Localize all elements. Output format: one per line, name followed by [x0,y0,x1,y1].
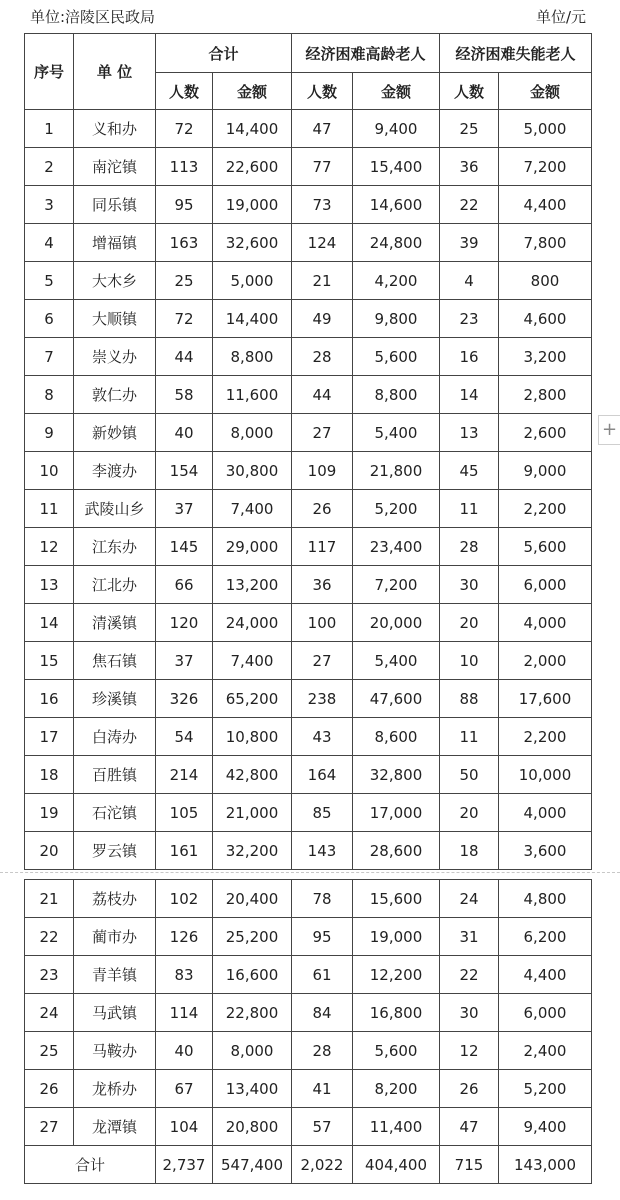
row-unit-name: 南沱镇 [74,148,156,186]
total-cell: 404,400 [353,1146,440,1184]
unit-label-left: 单位:涪陵区民政局 [30,8,156,26]
row-aged-amount: 24,800 [353,224,440,262]
total-cell: 547,400 [213,1146,292,1184]
row-aged-count: 27 [292,642,353,680]
row-total-amount: 7,400 [213,642,292,680]
row-total-amount: 14,400 [213,110,292,148]
table-row [25,994,592,1032]
total-cell: 715 [440,1146,499,1184]
row-unit-name: 新妙镇 [74,414,156,452]
row-disabled-count: 23 [440,300,499,338]
row-aged-count: 36 [292,566,353,604]
row-total-count: 163 [156,224,213,262]
row-disabled-amount: 2,200 [499,490,592,528]
table-row [25,148,592,186]
row-disabled-amount: 4,000 [499,794,592,832]
subsidy-table-page1 [24,33,592,870]
table-row [25,528,592,566]
table-row [25,1032,592,1070]
row-disabled-amount: 4,400 [499,956,592,994]
row-total-count: 83 [156,956,213,994]
row-total-count: 154 [156,452,213,490]
row-seq: 11 [25,490,74,528]
row-total-count: 95 [156,186,213,224]
table-row [25,300,592,338]
page-break-divider [0,872,620,873]
row-total-count: 72 [156,110,213,148]
row-disabled-amount: 17,600 [499,680,592,718]
row-seq: 13 [25,566,74,604]
row-aged-count: 61 [292,956,353,994]
row-disabled-count: 28 [440,528,499,566]
row-total-count: 161 [156,832,213,870]
row-aged-amount: 19,000 [353,918,440,956]
row-disabled-amount: 9,000 [499,452,592,490]
row-disabled-count: 11 [440,718,499,756]
row-disabled-amount: 2,800 [499,376,592,414]
row-total-count: 145 [156,528,213,566]
row-total-amount: 14,400 [213,300,292,338]
row-aged-count: 41 [292,1070,353,1108]
row-aged-count: 26 [292,490,353,528]
row-aged-count: 143 [292,832,353,870]
row-total-count: 113 [156,148,213,186]
row-disabled-amount: 6,000 [499,994,592,1032]
row-total-amount: 5,000 [213,262,292,300]
row-unit-name: 龙潭镇 [74,1108,156,1146]
row-aged-amount: 15,400 [353,148,440,186]
header-seq: 序号 [25,34,74,110]
row-disabled-count: 13 [440,414,499,452]
row-aged-count: 109 [292,452,353,490]
row-aged-amount: 5,400 [353,642,440,680]
row-aged-count: 47 [292,110,353,148]
row-unit-name: 石沱镇 [74,794,156,832]
row-total-amount: 21,000 [213,794,292,832]
row-seq: 2 [25,148,74,186]
row-unit-name: 江东办 [74,528,156,566]
row-disabled-count: 30 [440,994,499,1032]
row-disabled-amount: 3,200 [499,338,592,376]
row-unit-name: 马鞍办 [74,1032,156,1070]
row-total-count: 120 [156,604,213,642]
row-seq: 14 [25,604,74,642]
add-icon[interactable]: + [598,415,620,445]
row-aged-count: 100 [292,604,353,642]
row-seq: 27 [25,1108,74,1146]
row-aged-count: 43 [292,718,353,756]
row-aged-count: 85 [292,794,353,832]
row-disabled-count: 4 [440,262,499,300]
row-disabled-amount: 800 [499,262,592,300]
row-seq: 21 [25,880,74,918]
row-disabled-count: 47 [440,1108,499,1146]
row-aged-amount: 28,600 [353,832,440,870]
row-disabled-amount: 5,000 [499,110,592,148]
total-cell: 143,000 [499,1146,592,1184]
row-total-count: 67 [156,1070,213,1108]
row-unit-name: 焦石镇 [74,642,156,680]
row-total-amount: 11,600 [213,376,292,414]
row-aged-amount: 5,600 [353,338,440,376]
row-disabled-count: 20 [440,794,499,832]
row-aged-count: 238 [292,680,353,718]
row-unit-name: 李渡办 [74,452,156,490]
row-total-count: 104 [156,1108,213,1146]
row-aged-amount: 20,000 [353,604,440,642]
row-total-amount: 8,000 [213,1032,292,1070]
row-disabled-count: 39 [440,224,499,262]
table-row [25,756,592,794]
row-disabled-amount: 6,200 [499,918,592,956]
row-disabled-amount: 5,600 [499,528,592,566]
row-aged-count: 49 [292,300,353,338]
row-aged-amount: 4,200 [353,262,440,300]
table-row [25,680,592,718]
table-row [25,224,592,262]
row-disabled-count: 50 [440,756,499,794]
row-aged-count: 44 [292,376,353,414]
header-count: 人数 [156,73,213,110]
row-disabled-count: 24 [440,880,499,918]
row-seq: 5 [25,262,74,300]
table-row [25,566,592,604]
row-disabled-amount: 4,000 [499,604,592,642]
table-row [25,1070,592,1108]
row-total-count: 114 [156,994,213,1032]
row-aged-amount: 12,200 [353,956,440,994]
row-unit-name: 义和办 [74,110,156,148]
row-unit-name: 崇义办 [74,338,156,376]
row-aged-amount: 32,800 [353,756,440,794]
total-cell: 2,022 [292,1146,353,1184]
row-total-count: 58 [156,376,213,414]
total-cell: 2,737 [156,1146,213,1184]
row-unit-name: 武陵山乡 [74,490,156,528]
row-total-count: 44 [156,338,213,376]
table-row [25,452,592,490]
row-unit-name: 蔺市办 [74,918,156,956]
row-total-amount: 32,200 [213,832,292,870]
row-aged-amount: 5,200 [353,490,440,528]
row-total-amount: 8,800 [213,338,292,376]
row-total-count: 326 [156,680,213,718]
row-disabled-count: 14 [440,376,499,414]
row-total-amount: 30,800 [213,452,292,490]
row-seq: 18 [25,756,74,794]
row-total-count: 102 [156,880,213,918]
row-unit-name: 珍溪镇 [74,680,156,718]
row-aged-count: 117 [292,528,353,566]
row-aged-amount: 7,200 [353,566,440,604]
row-total-count: 105 [156,794,213,832]
row-seq: 25 [25,1032,74,1070]
row-unit-name: 龙桥办 [74,1070,156,1108]
table-row [25,604,592,642]
row-disabled-amount: 5,200 [499,1070,592,1108]
row-seq: 17 [25,718,74,756]
row-aged-count: 78 [292,880,353,918]
total-row-label: 合计 [25,1146,156,1184]
row-disabled-amount: 2,000 [499,642,592,680]
row-unit-name: 大顺镇 [74,300,156,338]
row-disabled-count: 36 [440,148,499,186]
row-aged-count: 27 [292,414,353,452]
row-aged-amount: 9,800 [353,300,440,338]
row-aged-amount: 8,600 [353,718,440,756]
row-unit-name: 荔枝办 [74,880,156,918]
table-row [25,490,592,528]
row-aged-count: 57 [292,1108,353,1146]
row-total-amount: 42,800 [213,756,292,794]
row-disabled-amount: 2,400 [499,1032,592,1070]
row-aged-count: 164 [292,756,353,794]
row-seq: 24 [25,994,74,1032]
row-disabled-count: 18 [440,832,499,870]
row-seq: 4 [25,224,74,262]
row-aged-amount: 15,600 [353,880,440,918]
table-row [25,338,592,376]
row-aged-amount: 11,400 [353,1108,440,1146]
row-disabled-amount: 4,600 [499,300,592,338]
row-seq: 3 [25,186,74,224]
row-aged-amount: 23,400 [353,528,440,566]
row-disabled-count: 31 [440,918,499,956]
header-amount: 金额 [213,73,292,110]
table-row [25,718,592,756]
table-row [25,880,592,918]
row-disabled-count: 30 [440,566,499,604]
row-disabled-amount: 6,000 [499,566,592,604]
row-seq: 10 [25,452,74,490]
row-disabled-count: 20 [440,604,499,642]
row-disabled-count: 22 [440,186,499,224]
row-aged-amount: 8,800 [353,376,440,414]
row-aged-count: 28 [292,1032,353,1070]
table-body-page2 [25,880,592,1146]
table-row [25,918,592,956]
row-seq: 9 [25,414,74,452]
row-aged-count: 77 [292,148,353,186]
row-seq: 23 [25,956,74,994]
header-count: 人数 [440,73,499,110]
header-unit: 单 位 [74,34,156,110]
row-total-count: 37 [156,490,213,528]
row-unit-name: 罗云镇 [74,832,156,870]
table-row [25,794,592,832]
row-aged-amount: 14,600 [353,186,440,224]
row-aged-amount: 5,400 [353,414,440,452]
row-seq: 20 [25,832,74,870]
subsidy-table-page2 [24,879,592,1184]
row-aged-count: 28 [292,338,353,376]
row-aged-count: 84 [292,994,353,1032]
row-seq: 8 [25,376,74,414]
row-disabled-amount: 2,200 [499,718,592,756]
row-total-amount: 20,400 [213,880,292,918]
table-row [25,642,592,680]
table-row [25,956,592,994]
table-row [25,832,592,870]
row-seq: 15 [25,642,74,680]
row-total-count: 66 [156,566,213,604]
row-disabled-amount: 7,200 [499,148,592,186]
row-total-amount: 29,000 [213,528,292,566]
row-total-amount: 32,600 [213,224,292,262]
row-seq: 1 [25,110,74,148]
header-elderly-aged: 经济困难高龄老人 [292,34,440,73]
table-row [25,376,592,414]
row-total-amount: 25,200 [213,918,292,956]
row-total-count: 126 [156,918,213,956]
row-unit-name: 青羊镇 [74,956,156,994]
table-row [25,1108,592,1146]
row-total-amount: 13,200 [213,566,292,604]
row-total-amount: 13,400 [213,1070,292,1108]
row-disabled-amount: 4,800 [499,880,592,918]
row-disabled-count: 11 [440,490,499,528]
row-aged-amount: 16,800 [353,994,440,1032]
row-aged-count: 95 [292,918,353,956]
row-seq: 19 [25,794,74,832]
row-disabled-count: 22 [440,956,499,994]
row-unit-name: 同乐镇 [74,186,156,224]
row-unit-name: 白涛办 [74,718,156,756]
row-disabled-amount: 4,400 [499,186,592,224]
row-unit-name: 马武镇 [74,994,156,1032]
row-disabled-amount: 7,800 [499,224,592,262]
row-total-amount: 24,000 [213,604,292,642]
row-aged-count: 124 [292,224,353,262]
row-seq: 16 [25,680,74,718]
row-disabled-amount: 9,400 [499,1108,592,1146]
table-row [25,186,592,224]
row-unit-name: 百胜镇 [74,756,156,794]
row-aged-amount: 17,000 [353,794,440,832]
header-amount: 金额 [353,73,440,110]
table-row [25,414,592,452]
total-row [25,1146,592,1184]
header-elderly-disabled: 经济困难失能老人 [440,34,592,73]
row-aged-amount: 5,600 [353,1032,440,1070]
row-total-count: 37 [156,642,213,680]
row-total-count: 25 [156,262,213,300]
row-disabled-count: 25 [440,110,499,148]
header-amount: 金额 [499,73,592,110]
row-total-amount: 22,600 [213,148,292,186]
row-total-amount: 65,200 [213,680,292,718]
row-aged-amount: 8,200 [353,1070,440,1108]
row-total-count: 214 [156,756,213,794]
row-total-count: 40 [156,414,213,452]
row-disabled-count: 10 [440,642,499,680]
row-seq: 6 [25,300,74,338]
row-unit-name: 清溪镇 [74,604,156,642]
row-disabled-amount: 2,600 [499,414,592,452]
row-total-amount: 10,800 [213,718,292,756]
row-unit-name: 敦仁办 [74,376,156,414]
table-body-page1 [25,110,592,870]
row-disabled-amount: 10,000 [499,756,592,794]
row-total-amount: 19,000 [213,186,292,224]
row-disabled-count: 45 [440,452,499,490]
row-disabled-count: 88 [440,680,499,718]
row-total-amount: 16,600 [213,956,292,994]
header-total: 合计 [156,34,292,73]
row-total-amount: 20,800 [213,1108,292,1146]
row-unit-name: 增福镇 [74,224,156,262]
row-seq: 12 [25,528,74,566]
row-disabled-count: 12 [440,1032,499,1070]
row-aged-amount: 21,800 [353,452,440,490]
row-aged-amount: 9,400 [353,110,440,148]
row-total-amount: 22,800 [213,994,292,1032]
row-unit-name: 江北办 [74,566,156,604]
row-total-count: 72 [156,300,213,338]
row-disabled-count: 16 [440,338,499,376]
row-seq: 22 [25,918,74,956]
unit-label-right: 单位/元 [535,8,586,26]
table-row [25,110,592,148]
row-total-amount: 8,000 [213,414,292,452]
header-count: 人数 [292,73,353,110]
row-aged-amount: 47,600 [353,680,440,718]
row-total-count: 40 [156,1032,213,1070]
row-disabled-amount: 3,600 [499,832,592,870]
row-unit-name: 大木乡 [74,262,156,300]
row-aged-count: 73 [292,186,353,224]
table-row [25,262,592,300]
row-aged-count: 21 [292,262,353,300]
row-seq: 26 [25,1070,74,1108]
row-total-amount: 7,400 [213,490,292,528]
row-seq: 7 [25,338,74,376]
row-total-count: 54 [156,718,213,756]
row-disabled-count: 26 [440,1070,499,1108]
